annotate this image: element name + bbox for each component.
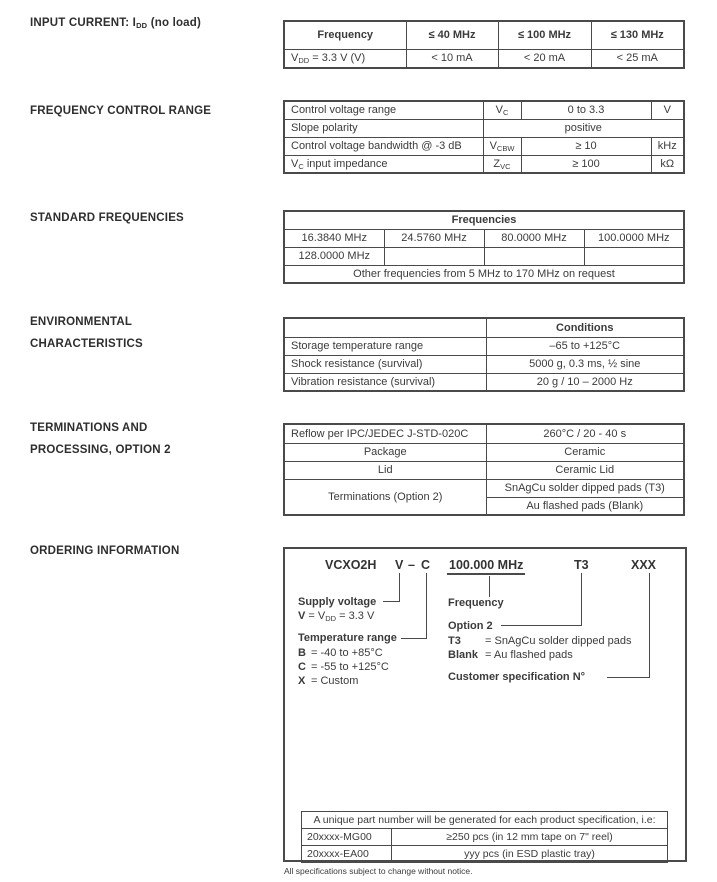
parameter-cell: Lid xyxy=(284,461,486,479)
part-number-series: VCXO2H xyxy=(325,558,377,572)
table-row xyxy=(284,355,684,373)
part-number-voltage-code: V xyxy=(395,558,404,572)
symbol-cell xyxy=(483,137,521,155)
option2-title: Option 2 xyxy=(448,620,493,632)
frequency-control-table xyxy=(283,100,685,174)
symbol-text: V xyxy=(495,104,503,117)
section-heading-ordering: ORDERING INFORMATION xyxy=(30,545,180,557)
column-header: ≤ 130 MHz xyxy=(591,21,684,49)
part-number-spec-code: XXX xyxy=(631,558,657,572)
connector-line xyxy=(489,576,490,597)
row-label xyxy=(284,49,406,68)
heading-line: PROCESSING, OPTION 2 xyxy=(30,444,171,456)
heading-line: ENVIRONMENTAL xyxy=(30,316,133,328)
connector-line xyxy=(383,601,400,602)
value-cell: Ceramic xyxy=(486,443,684,461)
column-header: Conditions xyxy=(486,318,684,337)
code-letter: X xyxy=(298,675,306,687)
connector-line xyxy=(401,638,427,639)
value-cell: 5000 g, 0.3 ms, ½ sine xyxy=(486,355,684,373)
value-cell: 0 to 3.3 xyxy=(521,101,651,119)
table-header-row xyxy=(284,21,684,49)
option-description: = -40 to +85°C xyxy=(311,647,383,659)
frequency-cell: 80.0000 MHz xyxy=(484,229,584,247)
input-current-table xyxy=(283,20,685,69)
connector-line xyxy=(399,573,400,601)
table-row xyxy=(284,373,684,391)
environmental-table xyxy=(283,317,685,392)
parameter-cell xyxy=(284,155,483,173)
connector-line xyxy=(607,677,650,678)
table-row xyxy=(284,137,684,155)
label-subscript: DD xyxy=(325,614,337,623)
table-row xyxy=(284,229,684,247)
option-description: = Custom xyxy=(311,675,359,687)
option-description: = Au flashed pads xyxy=(485,649,573,661)
temperature-option xyxy=(298,661,389,673)
section-heading-frequency-control: FREQUENCY CONTROL RANGE xyxy=(30,105,212,117)
heading-line: TERMINATIONS AND xyxy=(30,422,148,434)
frequency-cell: 24.5760 MHz xyxy=(384,229,484,247)
table-header-row xyxy=(302,812,668,829)
label-text: V xyxy=(291,157,299,170)
temperature-option xyxy=(298,675,358,687)
frequency-title: Frequency xyxy=(448,597,504,609)
parameter-cell: Slope polarity xyxy=(284,119,483,137)
unit-cell: kHz xyxy=(651,137,684,155)
part-number-cell: 20xxxx-EA00 xyxy=(302,846,392,863)
table-row xyxy=(302,846,668,863)
frequency-cell: 128.0000 MHz xyxy=(284,247,384,265)
column-header: ≤ 100 MHz xyxy=(498,21,591,49)
terminations-table xyxy=(283,423,685,516)
footnote: All specifications subject to change without notice. xyxy=(284,866,473,876)
heading-text: INPUT CURRENT: I xyxy=(30,17,137,29)
option2-option xyxy=(448,635,631,647)
value-cell: positive xyxy=(483,119,684,137)
part-number-temp-code: C xyxy=(421,558,431,572)
table-row xyxy=(284,247,684,265)
parameter-cell: Control voltage bandwidth @ -3 dB xyxy=(284,137,483,155)
parameter-cell: Vibration resistance (survival) xyxy=(284,373,486,391)
parameter-cell: Terminations (Option 2) xyxy=(284,479,486,515)
connector-line xyxy=(501,625,582,626)
table-row xyxy=(284,424,684,443)
value-cell: SnAgCu solder dipped pads (T3) xyxy=(486,479,684,497)
label-subscript: DD xyxy=(298,56,310,66)
option-description: = -55 to +125°C xyxy=(311,661,389,673)
note-header: A unique part number will be generated for each product specification, i.e: xyxy=(302,812,668,829)
label-subscript: C xyxy=(298,161,304,171)
heading-subscript: DD xyxy=(136,21,148,30)
quantity-cell: ≥250 pcs (in 12 mm tape on 7" reel) xyxy=(392,829,668,846)
value-cell: ≥ 100 xyxy=(521,155,651,173)
symbol-text: V xyxy=(489,140,497,152)
column-header: ≤ 40 MHz xyxy=(406,21,498,49)
unit-cell: V xyxy=(651,101,684,119)
frequency-cell xyxy=(584,247,684,265)
table-row xyxy=(284,101,684,119)
table-row xyxy=(284,155,684,173)
symbol-cell xyxy=(483,155,521,173)
parameter-cell: Package xyxy=(284,443,486,461)
symbol-subscript: CBW xyxy=(496,144,515,153)
connector-line xyxy=(581,573,582,625)
connector-line xyxy=(426,573,427,638)
code-letter: Blank xyxy=(448,649,478,661)
label-text: V xyxy=(291,52,299,65)
table-row xyxy=(284,461,684,479)
parameter-cell: Shock resistance (survival) xyxy=(284,355,486,373)
symbol-text: Z xyxy=(493,157,501,170)
option-description: = SnAgCu solder dipped pads xyxy=(485,635,632,647)
connector-line xyxy=(649,573,650,677)
part-number-frequency: 100.000 MHz xyxy=(447,558,525,575)
ordering-information-box xyxy=(283,547,687,862)
label-text: input impedance xyxy=(303,157,388,170)
heading-line: CHARACTERISTICS xyxy=(30,338,143,350)
section-heading-environmental xyxy=(30,311,143,355)
table-row xyxy=(284,443,684,461)
value-cell: 20 g / 10 – 2000 Hz xyxy=(486,373,684,391)
section-heading-input-current xyxy=(30,12,201,34)
symbol-cell xyxy=(483,101,521,119)
part-number-note-table xyxy=(301,811,668,863)
table-header-row xyxy=(284,211,684,229)
temperature-option xyxy=(298,647,383,659)
parameter-cell: Reflow per IPC/JEDEC J-STD-020C xyxy=(284,424,486,443)
label-text: = 3.3 V xyxy=(336,610,375,622)
table-row xyxy=(284,49,684,68)
value-cell: –65 to +125°C xyxy=(486,337,684,355)
supply-voltage-value xyxy=(298,610,374,622)
frequency-cell xyxy=(384,247,484,265)
section-heading-terminations xyxy=(30,417,171,461)
value-cell: < 20 mA xyxy=(498,49,591,68)
unit-cell: kΩ xyxy=(651,155,684,173)
code-letter: V xyxy=(298,610,306,622)
symbol-subscript: VC xyxy=(500,161,511,171)
table-row xyxy=(284,119,684,137)
heading-text: (no load) xyxy=(147,17,202,29)
value-cell: < 25 mA xyxy=(591,49,684,68)
table-row xyxy=(284,479,684,497)
quantity-cell: yyy pcs (in ESD plastic tray) xyxy=(392,846,668,863)
table-header-row xyxy=(284,318,684,337)
frequency-cell: 100.0000 MHz xyxy=(584,229,684,247)
value-cell: 260°C / 20 - 40 s xyxy=(486,424,684,443)
label-text: = V xyxy=(305,610,326,622)
table-row xyxy=(302,829,668,846)
section-heading-standard-frequencies: STANDARD FREQUENCIES xyxy=(30,212,184,224)
parameter-cell: Storage temperature range xyxy=(284,337,486,355)
option2-option xyxy=(448,649,573,661)
frequency-cell xyxy=(484,247,584,265)
code-letter: T3 xyxy=(448,635,461,647)
value-cell: < 10 mA xyxy=(406,49,498,68)
part-number-option-code: T3 xyxy=(574,558,589,572)
note-cell: Other frequencies from 5 MHz to 170 MHz on request xyxy=(284,265,684,283)
symbol-subscript: C xyxy=(502,108,509,118)
value-cell: Au flashed pads (Blank) xyxy=(486,497,684,515)
supply-voltage-title: Supply voltage xyxy=(298,596,377,608)
value-cell: ≥ 10 xyxy=(521,137,651,155)
code-letter: C xyxy=(298,661,306,673)
empty-cell xyxy=(284,318,486,337)
table-row xyxy=(284,337,684,355)
temperature-range-title: Temperature range xyxy=(298,632,397,644)
label-text: = 3.3 V (V) xyxy=(309,52,366,65)
value-cell: Ceramic Lid xyxy=(486,461,684,479)
column-header: Frequency xyxy=(284,21,406,49)
parameter-cell: Control voltage range xyxy=(284,101,483,119)
code-letter: B xyxy=(298,647,306,659)
part-number-cell: 20xxxx-MG00 xyxy=(302,829,392,846)
table-title: Frequencies xyxy=(284,211,684,229)
standard-frequencies-table xyxy=(283,210,685,284)
part-number-dash: – xyxy=(408,558,415,572)
customer-specification-title: Customer specification N° xyxy=(448,671,586,683)
frequency-cell: 16.3840 MHz xyxy=(284,229,384,247)
table-footer-row xyxy=(284,265,684,283)
